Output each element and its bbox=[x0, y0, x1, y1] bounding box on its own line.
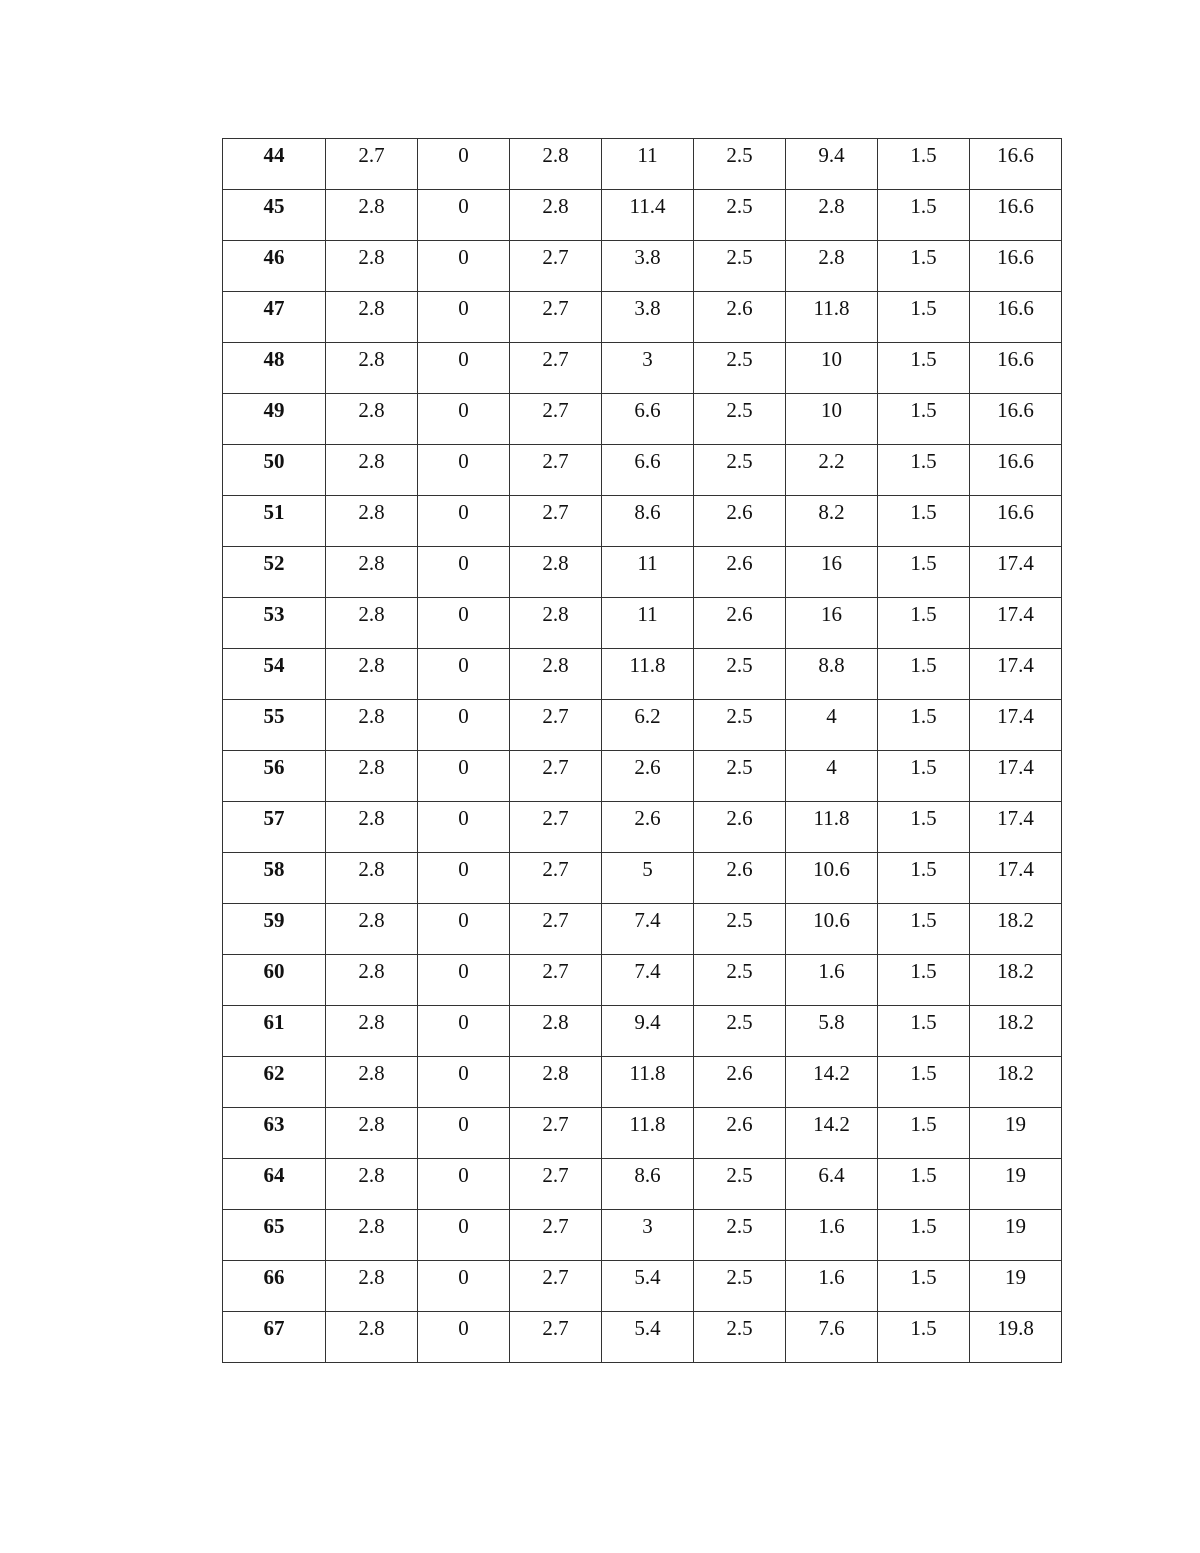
value-cell: 11.8 bbox=[786, 292, 878, 343]
table-row bbox=[223, 802, 1062, 853]
value-cell: 2.5 bbox=[694, 1210, 786, 1261]
value-cell: 8.6 bbox=[602, 1159, 694, 1210]
value-cell: 1.6 bbox=[786, 955, 878, 1006]
value-cell: 0 bbox=[418, 1057, 510, 1108]
value-cell: 5.8 bbox=[786, 1006, 878, 1057]
value-cell: 0 bbox=[418, 751, 510, 802]
value-cell: 0 bbox=[418, 241, 510, 292]
value-cell: 2.8 bbox=[786, 241, 878, 292]
value-cell: 17.4 bbox=[970, 853, 1062, 904]
value-cell: 2.8 bbox=[510, 649, 602, 700]
row-number-cell: 46 bbox=[223, 241, 326, 292]
value-cell: 0 bbox=[418, 1006, 510, 1057]
table-row bbox=[223, 649, 1062, 700]
table-row bbox=[223, 496, 1062, 547]
value-cell: 19 bbox=[970, 1261, 1062, 1312]
value-cell: 2.2 bbox=[786, 445, 878, 496]
value-cell: 6.2 bbox=[602, 700, 694, 751]
table-row bbox=[223, 904, 1062, 955]
value-cell: 7.6 bbox=[786, 1312, 878, 1363]
row-number-cell: 67 bbox=[223, 1312, 326, 1363]
table-row bbox=[223, 1108, 1062, 1159]
value-cell: 2.7 bbox=[510, 1159, 602, 1210]
value-cell: 3.8 bbox=[602, 292, 694, 343]
value-cell: 0 bbox=[418, 394, 510, 445]
value-cell: 2.5 bbox=[694, 751, 786, 802]
value-cell: 2.6 bbox=[694, 547, 786, 598]
row-number-cell: 44 bbox=[223, 139, 326, 190]
value-cell: 2.8 bbox=[326, 445, 418, 496]
row-number-cell: 64 bbox=[223, 1159, 326, 1210]
value-cell: 2.8 bbox=[326, 955, 418, 1006]
value-cell: 0 bbox=[418, 190, 510, 241]
row-number-cell: 54 bbox=[223, 649, 326, 700]
value-cell: 2.6 bbox=[694, 292, 786, 343]
value-cell: 1.5 bbox=[878, 904, 970, 955]
value-cell: 2.8 bbox=[326, 802, 418, 853]
value-cell: 1.5 bbox=[878, 598, 970, 649]
value-cell: 1.5 bbox=[878, 1159, 970, 1210]
value-cell: 2.5 bbox=[694, 955, 786, 1006]
value-cell: 2.7 bbox=[510, 445, 602, 496]
value-cell: 2.7 bbox=[510, 700, 602, 751]
value-cell: 16 bbox=[786, 598, 878, 649]
value-cell: 2.8 bbox=[326, 1159, 418, 1210]
row-number-cell: 49 bbox=[223, 394, 326, 445]
value-cell: 0 bbox=[418, 1312, 510, 1363]
value-cell: 16.6 bbox=[970, 343, 1062, 394]
value-cell: 0 bbox=[418, 547, 510, 598]
table-row bbox=[223, 1312, 1062, 1363]
value-cell: 2.8 bbox=[510, 1057, 602, 1108]
value-cell: 2.8 bbox=[326, 547, 418, 598]
value-cell: 2.5 bbox=[694, 1159, 786, 1210]
value-cell: 2.6 bbox=[694, 1108, 786, 1159]
value-cell: 2.6 bbox=[602, 802, 694, 853]
value-cell: 1.5 bbox=[878, 853, 970, 904]
value-cell: 19 bbox=[970, 1159, 1062, 1210]
value-cell: 2.8 bbox=[786, 190, 878, 241]
value-cell: 2.6 bbox=[602, 751, 694, 802]
value-cell: 2.7 bbox=[510, 955, 602, 1006]
value-cell: 10 bbox=[786, 343, 878, 394]
value-cell: 2.5 bbox=[694, 1312, 786, 1363]
table-row bbox=[223, 1210, 1062, 1261]
value-cell: 0 bbox=[418, 598, 510, 649]
value-cell: 0 bbox=[418, 955, 510, 1006]
value-cell: 2.5 bbox=[694, 445, 786, 496]
value-cell: 2.5 bbox=[694, 190, 786, 241]
value-cell: 4 bbox=[786, 751, 878, 802]
value-cell: 11.8 bbox=[786, 802, 878, 853]
value-cell: 17.4 bbox=[970, 547, 1062, 598]
value-cell: 2.8 bbox=[510, 139, 602, 190]
value-cell: 2.7 bbox=[510, 1312, 602, 1363]
value-cell: 6.6 bbox=[602, 394, 694, 445]
table-row bbox=[223, 445, 1062, 496]
data-table bbox=[222, 138, 1062, 1363]
value-cell: 2.8 bbox=[326, 1057, 418, 1108]
value-cell: 1.5 bbox=[878, 1057, 970, 1108]
value-cell: 17.4 bbox=[970, 649, 1062, 700]
value-cell: 2.8 bbox=[510, 598, 602, 649]
value-cell: 2.5 bbox=[694, 649, 786, 700]
value-cell: 1.5 bbox=[878, 955, 970, 1006]
value-cell: 7.4 bbox=[602, 904, 694, 955]
value-cell: 11.8 bbox=[602, 1108, 694, 1159]
value-cell: 10 bbox=[786, 394, 878, 445]
value-cell: 2.7 bbox=[510, 241, 602, 292]
value-cell: 17.4 bbox=[970, 802, 1062, 853]
value-cell: 2.5 bbox=[694, 904, 786, 955]
value-cell: 2.5 bbox=[694, 394, 786, 445]
value-cell: 2.7 bbox=[510, 751, 602, 802]
value-cell: 16 bbox=[786, 547, 878, 598]
value-cell: 11 bbox=[602, 598, 694, 649]
value-cell: 1.5 bbox=[878, 1210, 970, 1261]
value-cell: 2.7 bbox=[326, 139, 418, 190]
row-number-cell: 55 bbox=[223, 700, 326, 751]
value-cell: 1.5 bbox=[878, 700, 970, 751]
value-cell: 0 bbox=[418, 649, 510, 700]
table-row bbox=[223, 139, 1062, 190]
value-cell: 1.5 bbox=[878, 394, 970, 445]
value-cell: 1.5 bbox=[878, 292, 970, 343]
value-cell: 8.6 bbox=[602, 496, 694, 547]
value-cell: 2.7 bbox=[510, 394, 602, 445]
value-cell: 2.8 bbox=[326, 343, 418, 394]
value-cell: 10.6 bbox=[786, 853, 878, 904]
value-cell: 17.4 bbox=[970, 598, 1062, 649]
value-cell: 3 bbox=[602, 343, 694, 394]
value-cell: 11.8 bbox=[602, 1057, 694, 1108]
value-cell: 1.5 bbox=[878, 241, 970, 292]
value-cell: 2.7 bbox=[510, 1108, 602, 1159]
value-cell: 1.5 bbox=[878, 802, 970, 853]
value-cell: 2.8 bbox=[326, 904, 418, 955]
value-cell: 0 bbox=[418, 853, 510, 904]
value-cell: 14.2 bbox=[786, 1057, 878, 1108]
row-number-cell: 63 bbox=[223, 1108, 326, 1159]
value-cell: 0 bbox=[418, 904, 510, 955]
value-cell: 2.7 bbox=[510, 853, 602, 904]
row-number-cell: 47 bbox=[223, 292, 326, 343]
table-row bbox=[223, 1006, 1062, 1057]
value-cell: 18.2 bbox=[970, 1057, 1062, 1108]
value-cell: 1.5 bbox=[878, 547, 970, 598]
row-number-cell: 50 bbox=[223, 445, 326, 496]
value-cell: 2.6 bbox=[694, 1057, 786, 1108]
value-cell: 2.8 bbox=[510, 1006, 602, 1057]
value-cell: 3 bbox=[602, 1210, 694, 1261]
value-cell: 8.8 bbox=[786, 649, 878, 700]
value-cell: 1.6 bbox=[786, 1210, 878, 1261]
row-number-cell: 58 bbox=[223, 853, 326, 904]
value-cell: 1.5 bbox=[878, 190, 970, 241]
value-cell: 6.4 bbox=[786, 1159, 878, 1210]
value-cell: 2.5 bbox=[694, 343, 786, 394]
value-cell: 10.6 bbox=[786, 904, 878, 955]
table-row bbox=[223, 343, 1062, 394]
row-number-cell: 57 bbox=[223, 802, 326, 853]
value-cell: 4 bbox=[786, 700, 878, 751]
value-cell: 1.5 bbox=[878, 1312, 970, 1363]
value-cell: 2.8 bbox=[326, 1210, 418, 1261]
value-cell: 0 bbox=[418, 1108, 510, 1159]
value-cell: 11 bbox=[602, 547, 694, 598]
value-cell: 0 bbox=[418, 802, 510, 853]
table-row bbox=[223, 955, 1062, 1006]
row-number-cell: 53 bbox=[223, 598, 326, 649]
value-cell: 9.4 bbox=[786, 139, 878, 190]
value-cell: 2.8 bbox=[326, 394, 418, 445]
value-cell: 0 bbox=[418, 1159, 510, 1210]
table-row bbox=[223, 598, 1062, 649]
value-cell: 16.6 bbox=[970, 241, 1062, 292]
table-row bbox=[223, 547, 1062, 598]
value-cell: 18.2 bbox=[970, 955, 1062, 1006]
value-cell: 16.6 bbox=[970, 139, 1062, 190]
value-cell: 1.5 bbox=[878, 496, 970, 547]
value-cell: 2.6 bbox=[694, 853, 786, 904]
value-cell: 0 bbox=[418, 343, 510, 394]
table-row bbox=[223, 1261, 1062, 1312]
value-cell: 2.7 bbox=[510, 343, 602, 394]
table-row bbox=[223, 700, 1062, 751]
table-row bbox=[223, 853, 1062, 904]
value-cell: 0 bbox=[418, 496, 510, 547]
value-cell: 2.8 bbox=[326, 700, 418, 751]
value-cell: 2.8 bbox=[326, 241, 418, 292]
value-cell: 2.5 bbox=[694, 241, 786, 292]
value-cell: 2.8 bbox=[326, 598, 418, 649]
value-cell: 1.5 bbox=[878, 139, 970, 190]
value-cell: 17.4 bbox=[970, 700, 1062, 751]
row-number-cell: 45 bbox=[223, 190, 326, 241]
value-cell: 6.6 bbox=[602, 445, 694, 496]
value-cell: 16.6 bbox=[970, 496, 1062, 547]
value-cell: 2.8 bbox=[510, 547, 602, 598]
value-cell: 2.5 bbox=[694, 1006, 786, 1057]
value-cell: 1.5 bbox=[878, 751, 970, 802]
value-cell: 8.2 bbox=[786, 496, 878, 547]
value-cell: 2.8 bbox=[326, 496, 418, 547]
row-number-cell: 48 bbox=[223, 343, 326, 394]
value-cell: 0 bbox=[418, 700, 510, 751]
row-number-cell: 66 bbox=[223, 1261, 326, 1312]
value-cell: 11.8 bbox=[602, 649, 694, 700]
value-cell: 19 bbox=[970, 1108, 1062, 1159]
value-cell: 0 bbox=[418, 1261, 510, 1312]
value-cell: 5 bbox=[602, 853, 694, 904]
row-number-cell: 60 bbox=[223, 955, 326, 1006]
value-cell: 2.5 bbox=[694, 139, 786, 190]
value-cell: 11 bbox=[602, 139, 694, 190]
value-cell: 2.8 bbox=[510, 190, 602, 241]
value-cell: 2.7 bbox=[510, 904, 602, 955]
value-cell: 2.6 bbox=[694, 802, 786, 853]
table-row bbox=[223, 394, 1062, 445]
value-cell: 2.8 bbox=[326, 853, 418, 904]
value-cell: 2.8 bbox=[326, 190, 418, 241]
row-number-cell: 56 bbox=[223, 751, 326, 802]
value-cell: 0 bbox=[418, 445, 510, 496]
value-cell: 2.7 bbox=[510, 292, 602, 343]
table-row bbox=[223, 1159, 1062, 1210]
value-cell: 1.5 bbox=[878, 1108, 970, 1159]
table-row bbox=[223, 292, 1062, 343]
value-cell: 2.8 bbox=[326, 751, 418, 802]
value-cell: 17.4 bbox=[970, 751, 1062, 802]
table-row bbox=[223, 190, 1062, 241]
value-cell: 1.5 bbox=[878, 445, 970, 496]
value-cell: 16.6 bbox=[970, 292, 1062, 343]
value-cell: 2.8 bbox=[326, 1312, 418, 1363]
value-cell: 2.7 bbox=[510, 1261, 602, 1312]
row-number-cell: 52 bbox=[223, 547, 326, 598]
value-cell: 2.8 bbox=[326, 292, 418, 343]
value-cell: 5.4 bbox=[602, 1312, 694, 1363]
value-cell: 16.6 bbox=[970, 190, 1062, 241]
value-cell: 16.6 bbox=[970, 394, 1062, 445]
value-cell: 2.7 bbox=[510, 1210, 602, 1261]
table-row bbox=[223, 751, 1062, 802]
value-cell: 19 bbox=[970, 1210, 1062, 1261]
table-row bbox=[223, 1057, 1062, 1108]
value-cell: 5.4 bbox=[602, 1261, 694, 1312]
value-cell: 3.8 bbox=[602, 241, 694, 292]
value-cell: 1.6 bbox=[786, 1261, 878, 1312]
value-cell: 11.4 bbox=[602, 190, 694, 241]
value-cell: 1.5 bbox=[878, 1261, 970, 1312]
row-number-cell: 65 bbox=[223, 1210, 326, 1261]
value-cell: 2.8 bbox=[326, 1261, 418, 1312]
value-cell: 2.7 bbox=[510, 496, 602, 547]
value-cell: 0 bbox=[418, 1210, 510, 1261]
value-cell: 19.8 bbox=[970, 1312, 1062, 1363]
value-cell: 2.8 bbox=[326, 1006, 418, 1057]
value-cell: 14.2 bbox=[786, 1108, 878, 1159]
value-cell: 0 bbox=[418, 292, 510, 343]
value-cell: 18.2 bbox=[970, 904, 1062, 955]
value-cell: 2.6 bbox=[694, 496, 786, 547]
value-cell: 2.6 bbox=[694, 598, 786, 649]
value-cell: 2.5 bbox=[694, 1261, 786, 1312]
table-body bbox=[223, 139, 1062, 1363]
value-cell: 2.5 bbox=[694, 700, 786, 751]
value-cell: 2.8 bbox=[326, 649, 418, 700]
row-number-cell: 59 bbox=[223, 904, 326, 955]
table-row bbox=[223, 241, 1062, 292]
row-number-cell: 61 bbox=[223, 1006, 326, 1057]
value-cell: 1.5 bbox=[878, 649, 970, 700]
value-cell: 2.7 bbox=[510, 802, 602, 853]
value-cell: 2.8 bbox=[326, 1108, 418, 1159]
value-cell: 7.4 bbox=[602, 955, 694, 1006]
value-cell: 16.6 bbox=[970, 445, 1062, 496]
value-cell: 18.2 bbox=[970, 1006, 1062, 1057]
row-number-cell: 51 bbox=[223, 496, 326, 547]
value-cell: 0 bbox=[418, 139, 510, 190]
row-number-cell: 62 bbox=[223, 1057, 326, 1108]
value-cell: 1.5 bbox=[878, 1006, 970, 1057]
value-cell: 1.5 bbox=[878, 343, 970, 394]
value-cell: 9.4 bbox=[602, 1006, 694, 1057]
